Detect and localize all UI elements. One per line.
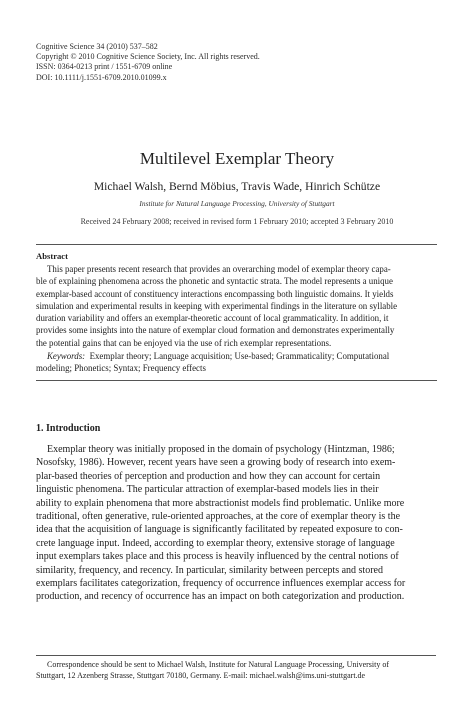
- abstract-line: ble of explaining phenomena across the phonetic and syntactic strata. The model represents a unique: [36, 276, 393, 287]
- issn-line: ISSN: 0364-0213 print / 1551-6709 online: [36, 62, 173, 72]
- abstract-bottom-rule: [36, 380, 437, 381]
- footnote-line-2: Stuttgart, 12 Azenberg Strasse, Stuttgart 70180, Germany. E-mail: michael.walsh@ims.uni-stuttgart.de: [36, 670, 366, 680]
- body-line: traditional, often generative, rule-oriented approaches, at the core of exemplar theory is the: [36, 511, 401, 523]
- body-line: linguistic phenomena. The particular attraction of exemplar-based models lies in their: [36, 484, 379, 496]
- footnote-rule: [36, 655, 436, 656]
- body-line: crete language input. Indeed, according to exemplar theory, extensive storage of language: [36, 537, 395, 549]
- paper-title: Multilevel Exemplar Theory: [139, 149, 335, 168]
- abstract-line: This paper presents recent research that provides an overarching model of exemplar theory capa-: [47, 264, 391, 274]
- affiliation: Institute for Natural Language Processing, University of Stuttgart: [139, 199, 335, 208]
- body-line: similarity, frequency, and recency. In particular, similarity between percepts and stored: [36, 564, 383, 576]
- introduction-body: [36, 443, 438, 604]
- keywords-text-1: Exemplar theory; Language acquisition; Use-based; Grammaticality; Computational: [89, 351, 390, 361]
- correspondence-footnote: [36, 660, 438, 681]
- keywords-line-1: [36, 350, 438, 362]
- body-line: input exemplars takes place and this process is heavily influenced by the central notions of: [36, 551, 399, 563]
- body-line: idea that the acquisition of language is significantly facilitated by repeated exposure to con-: [36, 524, 403, 536]
- abstract-line: simulation and experimental results in keeping with experimental findings in the literature on syllable: [36, 300, 398, 311]
- abstract-body: [36, 263, 438, 349]
- journal-citation: Cognitive Science 34 (2010) 537–582: [36, 42, 158, 51]
- keywords-label: Keywords:: [47, 351, 86, 361]
- doi-line: DOI: 10.1111/j.1551-6709.2010.01099.x: [36, 72, 167, 82]
- abstract-line: duration variability and offers an exemplar-theoretic account of local grammaticality. In addition, it: [36, 313, 389, 324]
- body-line: production, and recency of occurrence has an impact on both categorization and production.: [36, 591, 405, 603]
- body-line: ability to explain phenomena that more abstractionist models find problematic. Unlike more: [36, 497, 405, 509]
- journal-meta: [36, 42, 260, 83]
- abstract-top-rule: [36, 244, 437, 245]
- footnote-line-1: Correspondence should be sent to Michael Walsh, Institute for Natural Language Processing, University of: [47, 660, 390, 669]
- abstract-line: the potential gains that can be enjoyed via the use of rich exemplar representations.: [36, 337, 332, 348]
- body-line: Nosofsky, 1986). However, recent years have seen a growing body of research into exem-: [36, 457, 396, 469]
- body-line: plar-based theories of perception and production and how they can account for certain: [36, 470, 381, 482]
- abstract-line: provides some insights into the nature of exemplar cloud formation and demonstrates experimentally: [36, 325, 395, 336]
- section-heading: 1. Introduction: [36, 423, 101, 434]
- received-dates: Received 24 February 2008; received in revised form 1 February 2010; accepted 3 February 2010: [80, 217, 394, 226]
- abstract-heading: Abstract: [36, 251, 68, 261]
- author-list: Michael Walsh, Bernd Möbius, Travis Wade, Hinrich Schütze: [93, 180, 381, 193]
- keywords: [36, 350, 438, 375]
- body-line: Exemplar theory was initially proposed in the domain of psychology (Hintzman, 1986;: [47, 444, 395, 455]
- abstract-line: exemplar-based account of constituency interactions encompassing both linguistic domains. It yields: [36, 288, 394, 299]
- body-line: exemplars facilitates categorization, frequency of occurrence influences exemplar access for: [36, 578, 406, 590]
- keywords-line-2: modeling; Phonetics; Syntax; Frequency effects: [36, 363, 206, 374]
- copyright-line: Copyright © 2010 Cognitive Science Society, Inc. All rights reserved.: [36, 52, 260, 62]
